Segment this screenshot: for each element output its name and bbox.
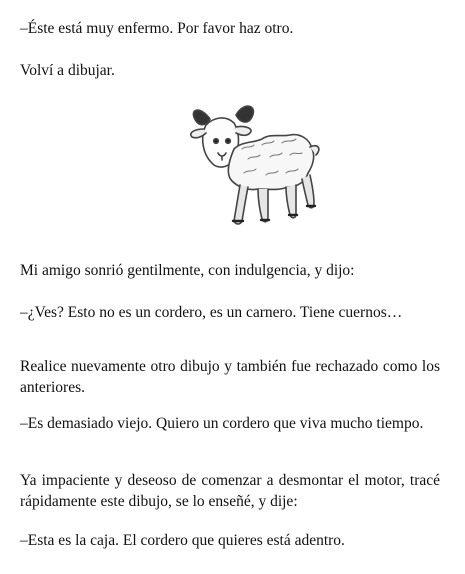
paragraph-friend-smiled: Mi amigo sonrió gentilmente, con indulgencia, y dijo: [20, 262, 355, 279]
paragraph-the-box: –Esta es la caja. El cordero que quieres está adentro. [20, 532, 345, 549]
paragraph-rejected-again: Realice nuevamente otro dibujo y también fue rechazado como los anteriores. [20, 358, 440, 396]
paragraph-not-a-lamb: –¿Ves? Esto no es un cordero, es un carnero. Tiene cuernos… [20, 304, 403, 321]
paragraph-impatient: Ya impaciente y deseoso de comenzar a desmontar el motor, tracé rápidamente este dibujo, se lo enseñé, y dije: [20, 472, 440, 510]
ram-illustration [178, 97, 328, 232]
paragraph-too-old: –Es demasiado viejo. Quiero un cordero que viva mucho tiempo. [20, 415, 424, 432]
horned-ram-drawing-icon [178, 97, 328, 232]
paragraph-sick-sheep: –Éste está muy enfermo. Por favor haz otro. [20, 20, 294, 37]
paragraph-drew-again: Volví a dibujar. [20, 62, 115, 79]
